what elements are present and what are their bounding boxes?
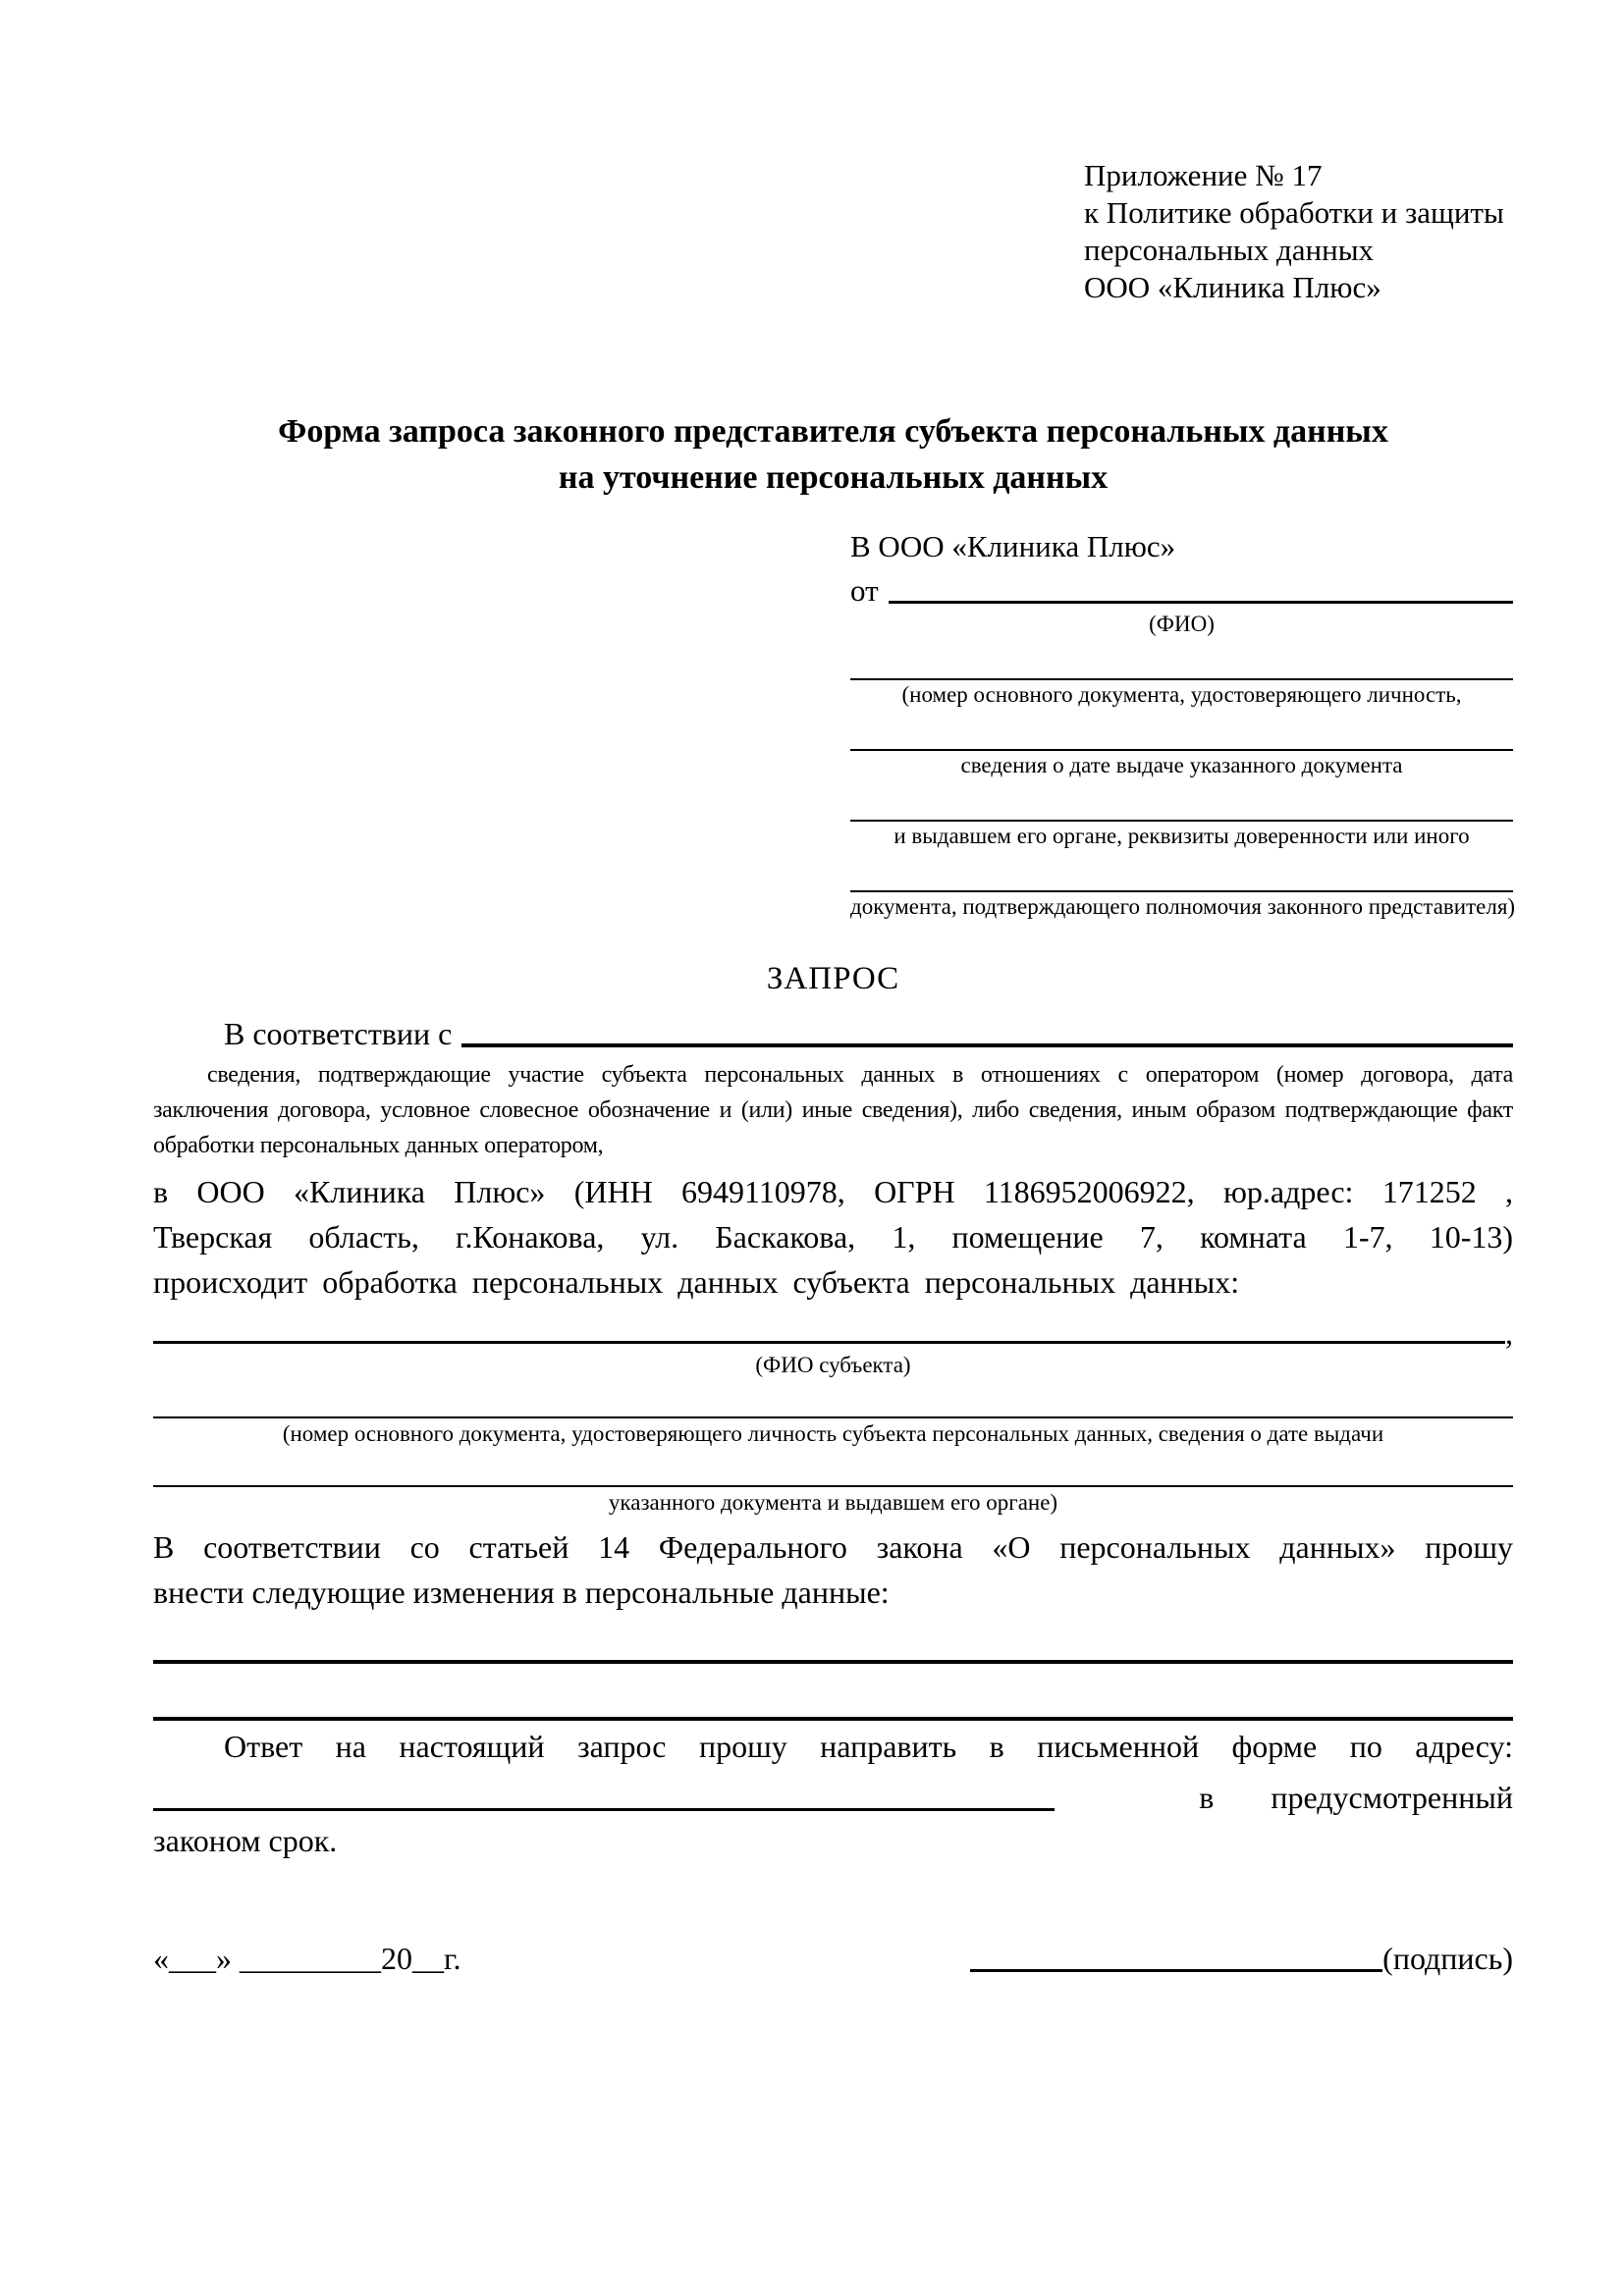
- subject-document-caption-1: (номер основного документа, удостоверяющего личность субъекта персональных данных, сведения о дате выдачи: [282, 1421, 1384, 1446]
- operator-line-1: в ООО «Клиника Плюс» (ИНН 6949110978, ОГРН 1186952006922, юр.адрес: 171252 ,: [153, 1174, 1513, 1209]
- footnote-line-1: сведения, подтверждающие участие субъекта персональных данных в отношениях с оператором (номер договора, дата: [207, 1062, 1513, 1088]
- answer-address-blank[interactable]: [153, 1808, 1055, 1811]
- changes-blank-2[interactable]: [153, 1664, 1513, 1721]
- subject-document-caption-2: указанного документа и выдавшем его органе): [608, 1490, 1058, 1515]
- footer-row: [153, 1939, 1513, 1978]
- representative-document-caption-2: сведения о дате выдаче указанного документа: [960, 753, 1403, 777]
- fio-caption: (ФИО): [1149, 612, 1215, 636]
- subject-document-blank-1[interactable]: [153, 1379, 1513, 1418]
- article-line-2: внести следующие изменения в персональные данные:: [153, 1575, 890, 1610]
- subject-fio-caption: (ФИО субъекта): [755, 1353, 911, 1377]
- document-title: [153, 408, 1513, 501]
- answer-paragraph: [153, 1723, 1513, 1864]
- date-field[interactable]: «___» _________20__г.: [153, 1941, 461, 1976]
- subject-fio-row: [153, 1305, 1513, 1350]
- operator-line-3: происходит обработка персональных данных субъекта персональных данных:: [153, 1264, 1240, 1300]
- footnote-line-3: обработки персональных данных оператором,: [153, 1133, 604, 1158]
- representative-document-caption-3: и выдавшем его органе, реквизиты доверенности или иного: [893, 824, 1470, 848]
- representative-document-blank-4[interactable]: [850, 849, 1513, 892]
- request-heading: ЗАПРОС: [766, 961, 900, 996]
- operator-paragraph: [153, 1169, 1513, 1305]
- appendix-line-2: к Политике обработки и защиты: [1084, 195, 1504, 230]
- answer-line-3: законом срок.: [153, 1823, 338, 1858]
- addressee-organization: В ООО «Клиника Плюс»: [850, 529, 1176, 563]
- representative-document-caption-4: документа, подтверждающего полномочия законного представителя): [850, 894, 1516, 919]
- operator-line-2: Тверская область, г.Конакова, ул. Баскакова, 1, помещение 7, комната 1-7, 10-13): [153, 1219, 1513, 1255]
- answer-line-1: Ответ на настоящий запрос прошу направить в письменной форме по адресу:: [224, 1729, 1513, 1764]
- document-title-line-1: Форма запроса законного представителя субъекта персональных данных: [278, 413, 1388, 450]
- document-title-line-2: на уточнение персональных данных: [558, 459, 1109, 496]
- subject-document-blank-2[interactable]: [153, 1448, 1513, 1487]
- answer-word-in: в: [1199, 1780, 1215, 1815]
- addressee-block: [850, 527, 1516, 920]
- signature-blank[interactable]: [970, 1969, 1382, 1972]
- answer-word-stipulated: предусмотренный: [1271, 1780, 1513, 1815]
- footnote-paragraph: [153, 1057, 1513, 1163]
- representative-document-blank-2[interactable]: [850, 708, 1513, 751]
- subject-fio-comma: ,: [1505, 1315, 1513, 1351]
- changes-blank-1[interactable]: [153, 1615, 1513, 1664]
- signature-block: [970, 1939, 1513, 1978]
- signature-caption: (подпись): [1382, 1941, 1513, 1976]
- article-line-1: В соответствии со статьей 14 Федерального закона «О персональных данных» прошу: [153, 1529, 1513, 1565]
- appendix-block: [1084, 157, 1513, 306]
- accordance-row: [153, 1008, 1513, 1053]
- accordance-label: В соответствии с: [224, 1016, 453, 1051]
- from-row: [850, 566, 1513, 610]
- footnote-line-2: заключения договора, условное словесное обозначение и (или) иные сведения), либо сведения, иным образом подтверждающие факт: [153, 1097, 1513, 1123]
- appendix-line-3: персональных данных: [1084, 233, 1375, 267]
- answer-address-row: [153, 1770, 1513, 1817]
- appendix-line-1: Приложение № 17: [1084, 158, 1323, 192]
- representative-document-blank-3[interactable]: [850, 778, 1513, 822]
- appendix-line-4: ООО «Клиника Плюс»: [1084, 270, 1381, 304]
- from-label: от: [850, 573, 879, 608]
- subject-fio-blank[interactable]: [153, 1341, 1505, 1344]
- representative-document-caption-1: (номер основного документа, удостоверяющего личность,: [901, 682, 1462, 707]
- article-paragraph: [153, 1524, 1513, 1615]
- representative-document-blank-1[interactable]: [850, 637, 1513, 680]
- accordance-blank[interactable]: [461, 1043, 1513, 1047]
- representative-name-blank[interactable]: [889, 601, 1513, 604]
